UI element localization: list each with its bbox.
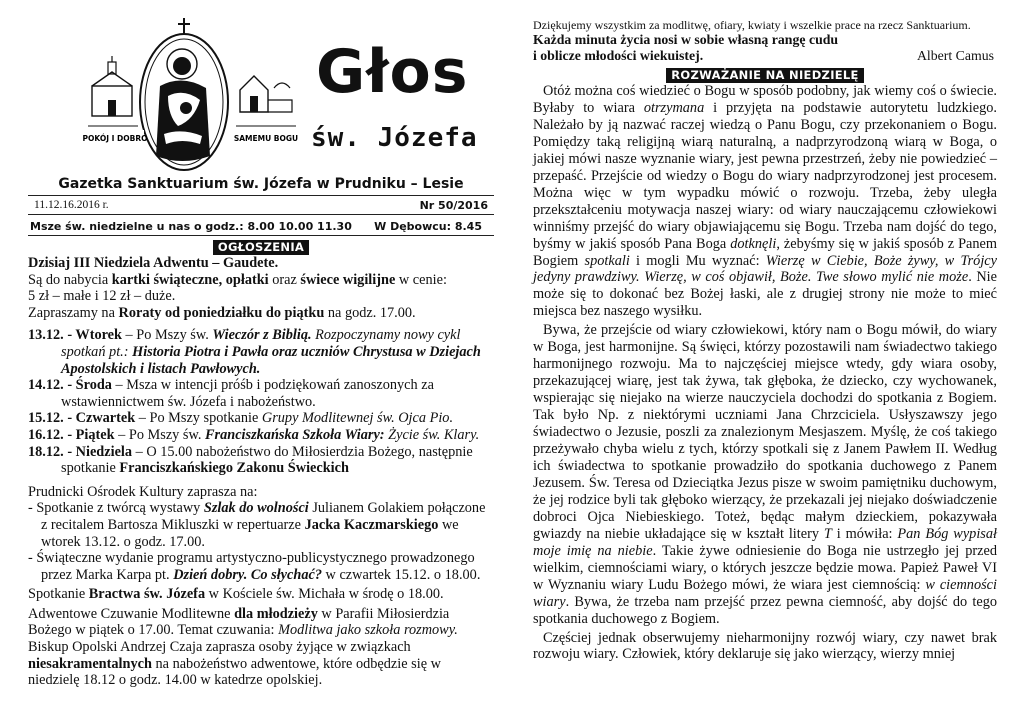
logo-caption-left: POKÓJ I DOBRO — [82, 134, 148, 143]
schedule-event: Franciszkańska Szkoła Wiary: — [205, 426, 385, 443]
announcements — [28, 255, 494, 689]
youth-text: Biskup Opolski Andrzej Czaja zaprasza osoby żyjące w związkach — [28, 639, 411, 656]
emphasis: dotknęli — [730, 235, 777, 252]
schedule-event-title: Życie św. Klary. — [384, 426, 480, 443]
text: . Takie żywe odniesienie do Boga nie ustrzegło jej przed wielkim, ciemnościami wiary, o których jeszcze będzie mowa. Papież Paweł VI w Wyznaniu wiary Ludu Bożego mówi, że wiara jest ciemnością: — [533, 542, 997, 593]
youth-text: Adwentowe Czuwanie Modlitewne — [28, 605, 235, 622]
schedule-entry-tuesday — [28, 327, 494, 377]
reflection-paragraph-2 — [533, 322, 997, 627]
announcements-heading — [28, 238, 494, 255]
event-title: Szlak do wolności — [203, 500, 309, 517]
logo-caption-right: SAMEMU BOGU — [233, 134, 299, 143]
event-text: - Spotkanie z twórcą wystawy — [28, 500, 204, 517]
youth-bold: dla młodzieży — [234, 605, 318, 622]
schedule-day: 13.12. - Wtorek — [28, 327, 122, 344]
thanks-line: Dziękujemy wszystkim za modlitwę, ofiary, kwiaty i wszelkie prace na rzecz Sanktuarium. — [533, 18, 971, 32]
brotherhood-line — [28, 586, 494, 603]
roraty-text-b: Roraty od poniedziałku do piątku — [118, 304, 325, 321]
event-artist: Jacka Kaczmarskiego — [304, 516, 439, 533]
event-text: - Świąteczne wydanie programu artystyczno-publicystycznego prowadzonego przez Marka Karpa pt. — [28, 550, 475, 583]
youth-text: w Parafii Miłosierdzia Bożego w piątek o 17.00. Temat czuwania: — [28, 605, 450, 639]
quote-text: i oblicze młodości wiekuistej. — [533, 48, 704, 63]
schedule-entry-sunday — [28, 444, 494, 477]
debowiec-times: W Dębowcu: 8.45 — [374, 220, 482, 233]
text: . Bywa, że trzeba nam przejść przez pewna ciemność, aby dojść do tego spotkania duchowego z Bogiem. — [533, 593, 997, 627]
schedule-event: Wieczór z Biblią. — [212, 327, 312, 344]
cards-text-c: opłatki — [222, 271, 269, 288]
reflection-heading — [533, 66, 997, 83]
emphasis: w ciemności wiary — [533, 576, 997, 610]
text: , żebyśmy się w jakiś sposób z Panem Bogiem — [533, 235, 998, 269]
reflection-paragraph-1 — [533, 83, 997, 320]
mass-times-label: Msze św. niedzielne u nas o godz.: — [30, 220, 244, 233]
schedule-day: 16.12. - Piątek — [28, 426, 115, 443]
emphasis: spotkali — [584, 252, 630, 269]
roraty-text-c: na godz. 17.00. — [324, 304, 416, 321]
text: i przyjęta na podstawie autorytetu ludzkiego. Należało by ją nazwać raczej wiedzą o Panu Bogu, czy przekonaniem o Bogu. Pomiędzy taką religijną wiarą naturalną, a nadprzyrodzoną wiarą w Boga, o jakiej mówi nasze wyznanie wiary, jest pewna przestrzeń, żeby nie powiedzieć – przepaść. Przejście od wiedzy o Bogu do wiary nadprzyrodzonej jest procesem. Można więc w tym wypadku mówić o rozwoju. Trzeba, żeby uległa przekształceniu motywacja naszej wiary: od wiary nauczającemu człowiekowi winniśmy przejść do wiary objawiającemu się Bogu. Trzeba nam dojść do tego, byśmy w jakiś sposób Pana Boga — [533, 99, 997, 252]
text: Otóż można coś wiedzieć o Bogu w sposób podobny, jak wiemy coś o świecie. Byłaby to wiara — [533, 83, 997, 116]
brotherhood-text: w Kościele św. Michała w środę o 18.00. — [205, 586, 444, 603]
event-text: w czwartek 15.12. o 18.00. — [321, 566, 481, 583]
schedule-text: – Po Mszy spotkanie — [135, 410, 262, 427]
schedule-text: – O 15.00 nabożeństwo do Miłosierdzia Bożego, następnie spotkanie — [61, 443, 473, 477]
schedule-day: 15.12. - Czwartek — [28, 410, 136, 427]
roraty-line — [28, 305, 494, 322]
mass-times — [28, 215, 494, 236]
schedule-text-italic: Rozpoczynamy nowy cykl spotkań pt.: — [61, 327, 461, 360]
issue-number: Nr 50/2016 — [419, 199, 488, 212]
schedule-text: – Po Mszy św. — [121, 327, 213, 344]
roraty-text-a: Zapraszamy na — [28, 304, 119, 321]
cards-text-a: Są do nabycia — [28, 271, 112, 288]
reflection-column — [533, 18, 997, 663]
cards-line — [28, 272, 494, 289]
schedule-event: Grupy Modlitewnej św. Ojca Pio. — [261, 410, 454, 427]
event-text: Julianem Golakiem połączone z recitalem Bartosza Mikluszki w repertuarze — [41, 500, 486, 533]
issue-date: 11.12.16.2016 r. — [34, 199, 109, 211]
schedule-entry-wednesday — [28, 377, 494, 410]
schedule-text: – Po Mszy św. — [114, 426, 206, 443]
quote-line-1: Każda minuta życia nosi w sobie własną rangę cudu — [533, 32, 839, 47]
text: i mogli Mu wyznać: — [629, 252, 766, 269]
newsletter-subtitle: św. Józefa — [311, 123, 478, 153]
youth-vigil — [28, 606, 494, 689]
prices-line: 5 zł – małe i 12 zł – duże. — [28, 288, 176, 305]
culture-event-exhibition — [28, 500, 494, 550]
event-title: Dzień dobry. Co słychać? — [173, 566, 322, 583]
announcements-badge: OGŁOSZENIA — [213, 240, 309, 255]
schedule-entry-thursday — [28, 410, 494, 427]
schedule-event-title: Historia Piotra i Pawła oraz uczniów Chrystusa w Dziejach Apostolskich i listach Pawłowych. — [61, 343, 481, 377]
text: i mówiła: — [831, 525, 898, 542]
weekly-schedule — [28, 327, 494, 476]
today-text: Dzisiaj III Niedziela Adwentu – Gaudete. — [28, 255, 279, 271]
youth-text: na nabożeństwo adwentowe, które odbędzie się w niedzielę 18.12 o godz. 14.00 w katedrze opolskiej. — [28, 655, 441, 689]
culture-center-intro: Prudnicki Ośrodek Kultury zaprasza na: — [28, 483, 258, 500]
creed-quote: Wierzę w Ciebie, Boże żywy, w Trójcy jedyny prawdziwy. Wierzę, w coś objawił, Boże. Twe słowo mylić nie może — [533, 252, 997, 286]
cards-text-b: kartki świąteczne, — [111, 271, 223, 288]
today-line — [28, 255, 494, 272]
emphasis: otrzymana — [643, 99, 705, 116]
schedule-entry-friday — [28, 427, 494, 444]
cards-text-f: w cenie: — [395, 271, 447, 288]
reflection-paragraph-3: Częściej jednak obserwujemy nieharmonijny rozwój wiary, czy nawet brak rozwoju wiary. Człowiek, który deklaruje się jako wierzący, wierzy mniej — [533, 629, 997, 663]
schedule-text: – Msza w intencji próśb i podziękowań zanoszonych za wstawiennictwem św. Józefa i nabożeństwo. — [61, 377, 434, 410]
quote-author: Albert Camus — [916, 48, 994, 63]
newsletter-title: Głos — [316, 37, 469, 107]
cards-text-d: oraz — [268, 271, 301, 288]
reflection-badge: ROZWAŻANIE NA NIEDZIELĘ — [666, 68, 863, 83]
event-text: we wtorek 13.12. o godz. 17.00. — [41, 516, 459, 550]
masthead — [28, 16, 494, 176]
culture-event-program — [28, 550, 494, 583]
schedule-day: 18.12. - Niedziela — [28, 443, 133, 460]
cards-text-e: świece wigilijne — [300, 271, 396, 288]
youth-bold: niesakramentalnych — [28, 655, 152, 672]
emphasis: T — [823, 525, 832, 542]
brotherhood-text: Spotkanie — [28, 586, 89, 603]
st-joseph-logo-icon — [82, 16, 302, 174]
brotherhood-name: Bractwa św. Józefa — [88, 586, 206, 603]
text: Bywa, że przejście od wiary człowiekowi, który nam o Bogu mówił, do wiary w Boga, jest harmonijne. Są święci, którzy pozostawili nam świadectwo takiego harmonijnego rozwoju. Ma to najczęściej miejsce wtedy, gdy wiara osoby, przekazującej wiarę, jest tak żywa, tak głęboka, że dziecko, czy wychowanek, wspierając się niejako na wierze nauczyciela dochodzi do spotkania z Bogiem. Tak było Np. z niektórymi uczniami Jana Chrzciciela. Usłyszawszy jego świadectwo o Jezusie, poszli za znalezionym Mesjaszem. Myślę, że coś takiego przeżywało chyba wielu z tych, którzy spotkali się z Janem Pawłem II. Według ich świadectwa to spotkanie prowadziło do spotkania duchowego z Panem Jezusem. Św. Teresa od Dzieciątka Jezus pisze w swoim pamiętniku duchowym, że jej rodzice byli tak głęboko wierzący, że przekazali jej niejako doświadczenie dobroci Ojca Niebieskiego. Toteż, będąc małym dzieckiem, pokazywała gwiazdy na niebie układające się w kształt litery — [533, 322, 997, 542]
youth-theme: Modlitwa jako szkoła rozmowy. — [278, 622, 458, 639]
mass-times-values: 8.00 10.00 11.30 — [247, 220, 352, 233]
text: . Nie może się to dokonać bez Bożej łaski, ale z drugiej strony nie może to mieć miejsca bez naszego wysiłku. — [533, 269, 997, 320]
mass-times-text — [30, 220, 352, 233]
schedule-event: Franciszkańskiego Zakonu Świeckich — [119, 460, 349, 477]
dateline — [28, 196, 494, 215]
reflection-body — [533, 83, 997, 663]
quote-line-2 — [533, 48, 997, 64]
front-page-column — [28, 16, 494, 689]
schedule-day: 14.12. - Środa — [28, 377, 112, 394]
emphasis: Pan Bóg wypisał moje imię na niebie — [533, 525, 997, 559]
gazette-heading: Gazetka Sanktuarium św. Józefa w Prudniku – Lesie — [28, 176, 494, 196]
